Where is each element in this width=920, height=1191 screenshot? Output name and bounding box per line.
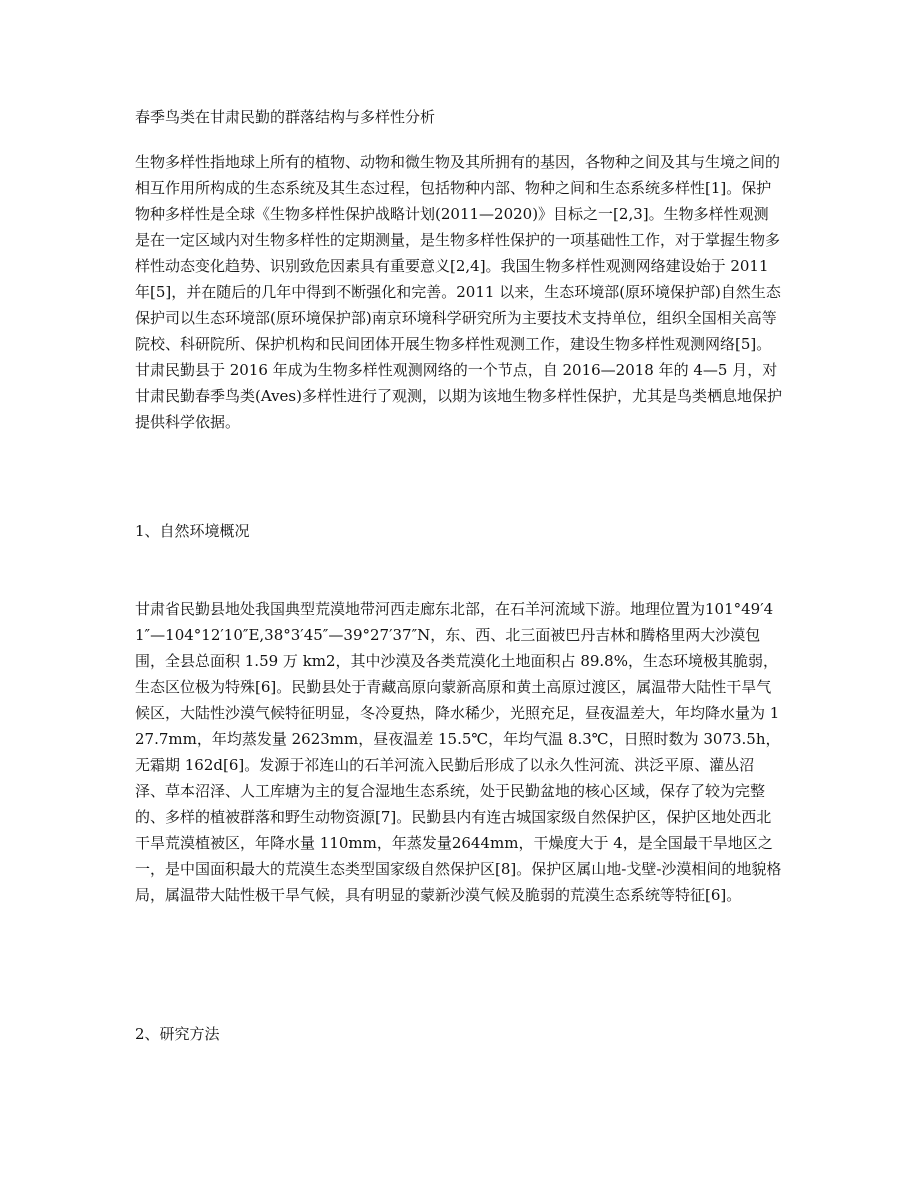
- section-1-heading: 1、自然环境概况: [135, 522, 250, 540]
- section-2-heading: 2、研究方法: [135, 1025, 220, 1043]
- intro-paragraph: 生物多样性指地球上所有的植物、动物和微生物及其所拥有的基因，各物种之间及其与生境之间的相互作用所构成的生态系统及其生态过程，包括物种内部、物种之间和生态系统多样性[1]。保护物种多样性是全球《生物多样性保护战略计划(2011—2020)》目标之一[2,3]。生物多样性观测是在一定区域内对生物多样性的定期测量，是生物多样性保护的一项基础性工作，对于掌握生物多样性动态变化趋势、识别致危因素具有重要意义[2,4]。我国生物多样性观测网络建设始于 2011 年[5]，并在随后的几年中得到不断强化和完善。2011 以来，生态环境部(原环境保护部)自然生态保护司以生态环境部(原环境保护部)南京环境科学研究所为主要技术支持单位，组织全国相关高等院校、科研院所、保护机构和民间团体开展生物多样性观测工作，建设生物多样性观测网络[5]。甘肃民勤县于 2016 年成为生物多样性观测网络的一个节点，自 2016—2018 年的 4—5 月，对甘肃民勤春季鸟类(Aves)多样性进行了观测，以期为该地生物多样性保护，尤其是鸟类栖息地保护提供科学依据。: [135, 153, 782, 431]
- section-1-paragraph: 甘肃省民勤县地处我国典型荒漠地带河西走廊东北部，在石羊河流域下游。地理位置为101°49′41″—104°12′10″E,38°3′45″—39°27′37″N，东、西、北三面被巴丹吉林和腾格里两大沙漠包围，全县总面积 1.59 万 km2，其中沙漠及各类荒漠化土地面积占 89.8%，生态环境极其脆弱，生态区位极为特殊[6]。民勤县处于青藏高原向蒙新高原和黄土高原过渡区，属温带大陆性干旱气候区，大陆性沙漠气候特征明显，冬冷夏热，降水稀少，光照充足，昼夜温差大，年均降水量为 127.7mm，年均蒸发量 2623mm，昼夜温差 15.5℃，年均气温 8.3℃，日照时数为 3073.5h，无霜期 162d[6]。发源于祁连山的石羊河流入民勤后形成了以永久性河流、洪泛平原、灌丛沼泽、草本沼泽、人工库塘为主的复合湿地生态系统，处于民勤盆地的核心区域，保存了较为完整的、多样的植被群落和野生动物资源[7]。民勤县内有连古城国家级自然保护区，保护区地处西北干旱荒漠植被区，年降水量 110mm，年蒸发量2644mm，干燥度大于 4，是全国最干旱地区之一，是中国面积最大的荒漠生态类型国家级自然保护区[8]。保护区属山地-戈壁-沙漠相间的地貌格局，属温带大陆性极干旱气候，具有明显的蒙新沙漠气候及脆弱的荒漠生态系统等特征[6]。: [135, 600, 782, 904]
- document-title: 春季鸟类在甘肃民勤的群落结构与多样性分析: [135, 108, 436, 126]
